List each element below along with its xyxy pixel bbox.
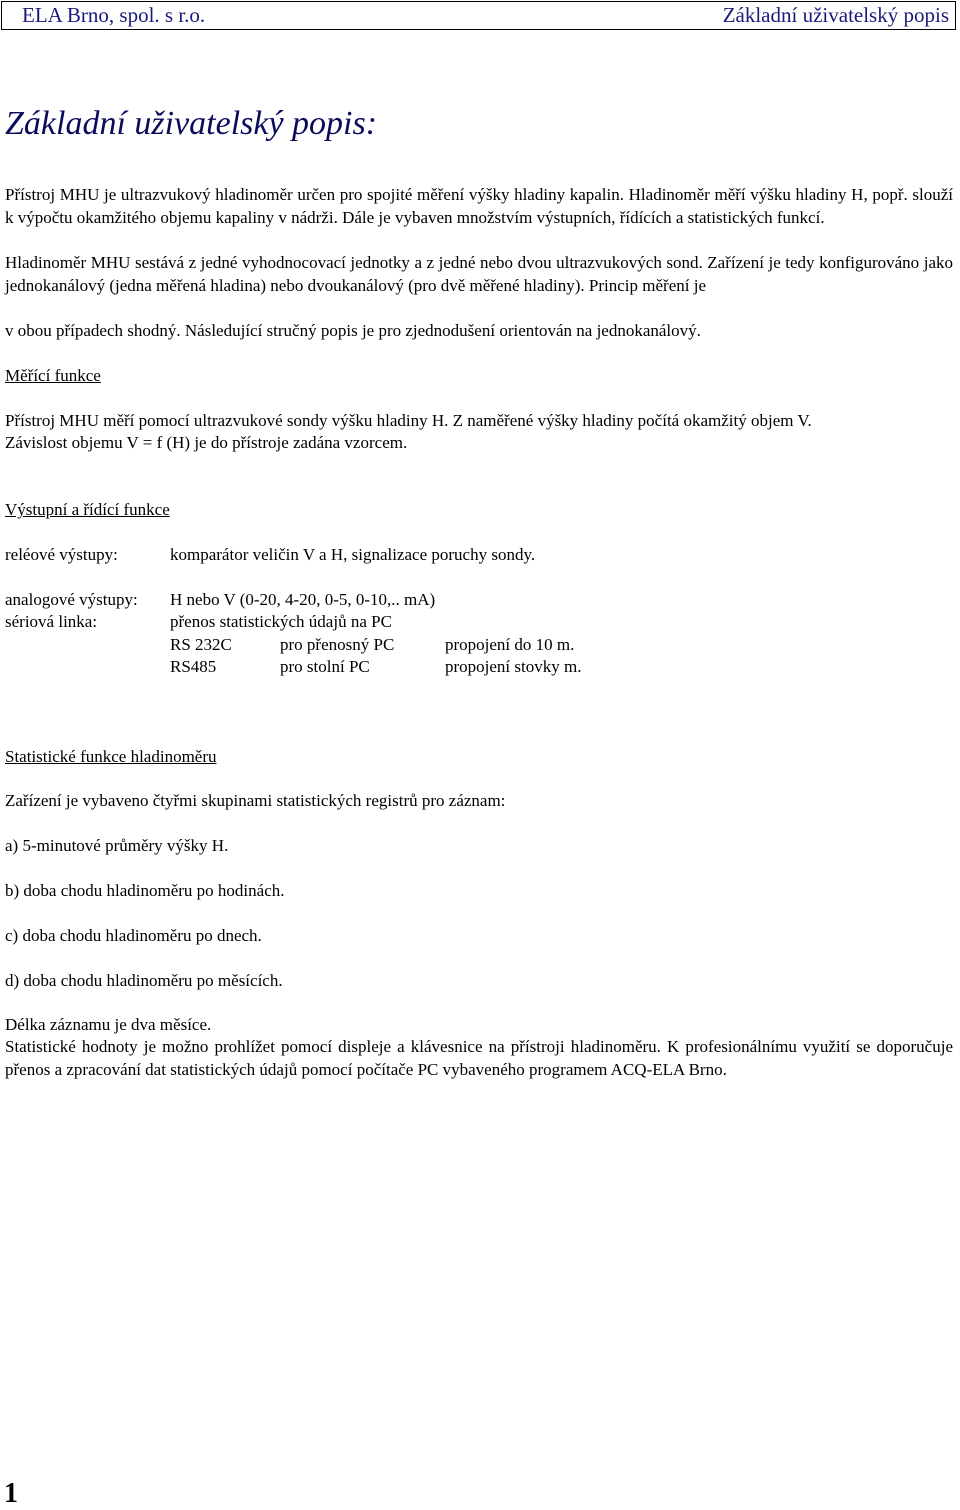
- relay-value: komparátor veličin V a H, signalizace poruchy sondy.: [170, 545, 536, 564]
- section-heading-output: Výstupní a řídící funkce: [5, 500, 170, 519]
- company-name: ELA Brno, spol. s r.o.: [22, 3, 206, 27]
- serial-range: propojení do 10 m.: [445, 635, 575, 654]
- list-item: b) doba chodu hladinoměru po hodinách.: [5, 881, 285, 900]
- list-item: c) doba chodu hladinoměru po dnech.: [5, 926, 262, 945]
- intro-paragraph-1: Přístroj MHU je ultrazvukový hladinoměr určen pro spojité měření výšky hladiny kapalin. Hladinoměr měří výšku hladiny H, popř. slouží k výpočtu okamžitého objemu kapaliny v nádrži. Dále je vybaven množstvím výstupních, řídících a statistických funkcí.: [5, 185, 953, 227]
- serial-interface: RS 232C: [170, 635, 232, 654]
- section-heading-measure: Měřící funkce: [5, 366, 101, 385]
- measure-line-1: Přístroj MHU měří pomocí ultrazvukové sondy výšku hladiny H. Z naměřené výšky hladiny počítá okamžitý objem V.: [5, 411, 812, 430]
- analog-label: analogové výstupy:: [5, 590, 138, 609]
- header-doc-title: Základní uživatelský popis: [722, 3, 949, 27]
- serial-range: propojení stovky m.: [445, 657, 582, 676]
- stats-intro: Zařízení je vybaveno čtyřmi skupinami statistických registrů pro záznam:: [5, 791, 506, 810]
- page-header: [1, 1, 956, 30]
- stats-record-length: Délka záznamu je dva měsíce.: [5, 1015, 212, 1034]
- list-item: d) doba chodu hladinoměru po měsících.: [5, 971, 283, 990]
- serial-label: sériová linka:: [5, 612, 98, 631]
- page-title: Základní uživatelský popis:: [5, 105, 378, 142]
- section-heading-stats: Statistické funkce hladinoměru: [5, 747, 217, 766]
- serial-interface: RS485: [170, 657, 217, 676]
- relay-label: reléové výstupy:: [5, 545, 118, 564]
- serial-use: pro stolní PC: [280, 657, 370, 676]
- intro-paragraph-2: Hladinoměr MHU sestává z jedné vyhodnocovací jednotky a z jedné nebo dvou ultrazvukových sond. Zařízení je tedy konfigurováno jako jednokanálový (jedna měřená hladina) nebo dvoukanálový (pro dvě měřené hladiny). Princip měření je: [5, 253, 953, 295]
- serial-value: přenos statistických údajů na PC: [170, 612, 392, 631]
- list-item: a) 5-minutové průměry výšky H.: [5, 836, 229, 855]
- intro-paragraph-2-continued: v obou případech shodný. Následující stručný popis je pro zjednodušení orientován na jednokanálový.: [5, 321, 701, 340]
- page-number: 1: [4, 1478, 18, 1509]
- measure-line-2: Závislost objemu V = f (H) je do přístroje zadána vzorcem.: [5, 433, 408, 452]
- serial-use: pro přenosný PC: [280, 635, 395, 654]
- stats-closing: Statistické hodnoty je možno prohlížet pomocí displeje a klávesnice na přístroji hladinoměru. K profesionálnímu využití se doporučuje přenos a zpracování dat statistických údajů pomocí počítače PC vybaveného programem ACQ-ELA Brno.: [5, 1037, 953, 1079]
- analog-value: H nebo V (0-20, 4-20, 0-5, 0-10,.. mA): [170, 590, 436, 609]
